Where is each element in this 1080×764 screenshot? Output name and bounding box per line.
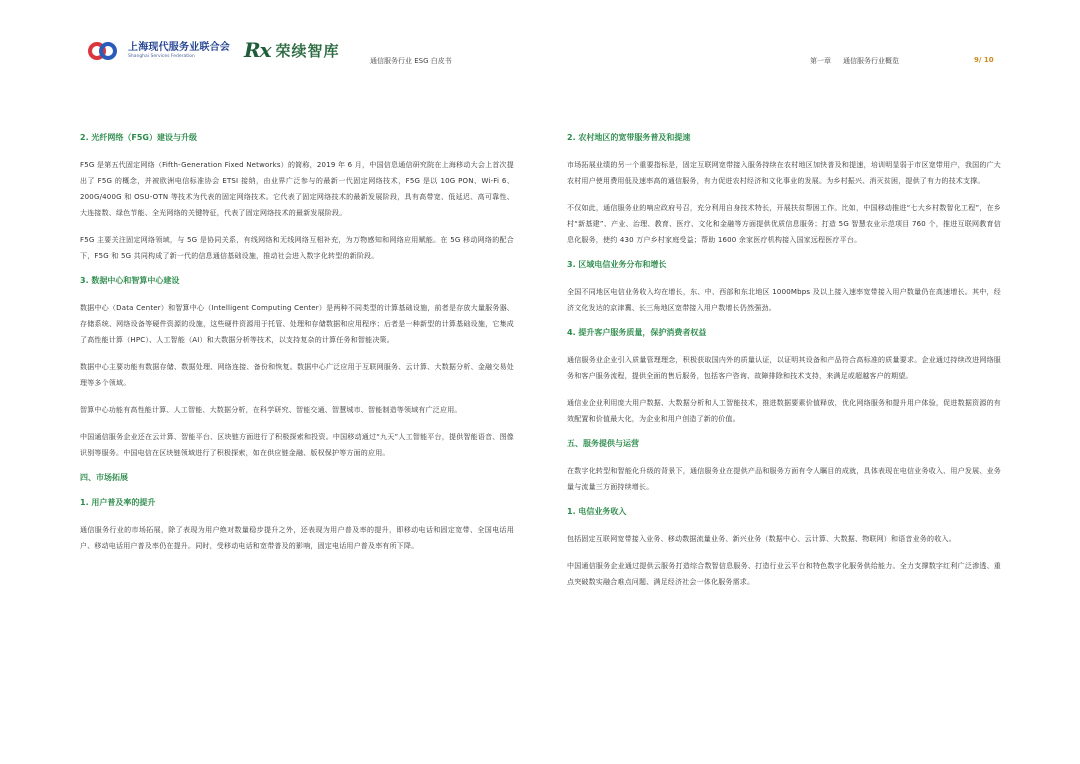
paragraph: 通信服务业企业引入质量管理理念，积极获取国内外的质量认证，以证明其设备和产品符合高标准的质量要求。企业通过持续改进网络服务和客户服务流程，提供全面的售后服务，包括客户咨询、故障排除和技术支持，来满足或超越客户的期望。 xyxy=(567,356,1001,380)
section-heading: 1. 用户普及率的提升 xyxy=(80,498,156,507)
right-column xyxy=(567,132,1001,601)
chapter-number: 第一章 xyxy=(810,57,831,65)
paragraph: 全国不同地区电信业务收入均在增长，东、中、西部和东北地区 1000Mbps 及以上接入速率宽带接入用户数量仍在高速增长。其中，经济文化发达的京津冀、长三角地区宽带接入用户数增长仍然强劲。 xyxy=(567,288,1001,312)
paragraph: F5G 主要关注固定网络领域，与 5G 是协同关系，有线网络和无线网络互相补充，为万物感知和网络应用赋能。在 5G 移动网络的配合下，F5G 和 5G 共同构成了新一代的信息通信基础设施，推动社会进入数字化转型的新阶段。 xyxy=(80,236,514,260)
paragraph: 数据中心主要功能有数据存储、数据处理、网络连接、备份和恢复。数据中心广泛应用于互联网服务、云计算、大数据分析、金融交易处理等多个领域。 xyxy=(80,363,514,387)
page-number: 9/ 10 xyxy=(974,56,994,64)
section-heading: 五、服务提供与运营 xyxy=(567,439,639,448)
rx-logo-mark: Rx xyxy=(244,38,271,62)
section-heading: 四、市场拓展 xyxy=(80,473,128,482)
paragraph: 中国通信服务企业通过提供云服务打造综合数智信息服务、打造行业云平台和特色数字化服务供给能力。全力支撑数字红利广泛渗透、重点突破数实融合难点问题、满足经济社会一体化服务需求。 xyxy=(567,562,1001,586)
paragraph: 通信服务行业的市场拓展，除了表现为用户绝对数量稳步提升之外，还表现为用户普及率的提升，即移动电话和固定宽带、全国电话用户、移动电话用户普及率仍在提升。同时，受移动电话和宽带普及的影响，固定电话用户普及率有所下降。 xyxy=(80,526,514,550)
section-heading: 1. 电信业务收入 xyxy=(567,507,627,516)
section-heading: 3. 数据中心和智算中心建设 xyxy=(80,276,180,285)
ssf-logo-cn: 上海现代服务业联合会 xyxy=(128,42,230,53)
left-column xyxy=(80,132,514,565)
ssf-logo-en: Shanghai Services Federation xyxy=(128,54,195,59)
chapter-label xyxy=(810,56,911,66)
paragraph: 智算中心功能有高性能计算、人工智能、大数据分析，在科学研究、智能交通、智慧城市、智能制造等领域有广泛应用。 xyxy=(80,406,462,414)
section-heading: 2. 农村地区的宽带服务普及和提速 xyxy=(567,133,691,142)
paragraph: 在数字化转型和智能化升级的背景下，通信服务业在提供产品和服务方面有令人瞩目的成就，具体表现在电信业务收入、用户发展、业务量与流量三方面持续增长。 xyxy=(567,467,1001,491)
paragraph: 中国通信服务企业还在云计算、智能平台、区块链方面进行了积极探索和投资。中国移动通过“九天”人工智能平台，提供智能语音、图像识别等服务。中国电信在区块链领域进行了积极探索，如在供应链金融、版权保护等方面的应用。 xyxy=(80,433,514,457)
paragraph: 数据中心（Data Center）和智算中心（Intelligent Computing Center）是两种不同类型的计算基础设施，前者是存放大量服务器、存储系统、网络设备等硬件资源的设施，这些硬件资源用于托管、处理和存储数据和应用程序；后者是一种新型的计算基础设施，它集成了高性能计算（HPC）、人工智能（AI）和大数据分析等技术，以支持复杂的计算任务和智能决策。 xyxy=(80,304,514,344)
chapter-title: 通信服务行业概览 xyxy=(843,57,899,65)
ssf-logo-icon xyxy=(88,40,124,62)
paragraph: 通信业企业利用庞大用户数据、大数据分析和人工智能技术，推进数据要素价值释放，优化网络服务和提升用户体验，促进数据资源的有效配置和价值最大化，为企业和用户创造了新的价值。 xyxy=(567,399,1001,423)
section-heading: 4. 提升客户服务质量，保护消费者权益 xyxy=(567,328,707,337)
page-header xyxy=(0,0,1080,80)
paragraph: 市场拓展业绩的另一个重要指标是，固定互联网宽带接入服务持续在农村地区加快普及和提速，培训明显弱于市区宽带用户，我国的广大农村用户使用费用低及速率高的通信服务，有力促进农村经济和文化事业的发展。为乡村振兴、消灭贫困，提供了有力的技术支撑。 xyxy=(567,161,1001,185)
paragraph: 不仅如此，通信服务业的响应政府号召，充分利用自身技术特长，开展扶贫帮困工作。比如，中国移动推进“七大乡村数智化工程”，在乡村“新基建”、产业、治理、教育、医疗、文化和金融等方面提供优质信息服务；打造 5G 智慧农业示范项目 760 个，推进互联网教育信息化服务，使约 430 万户乡村家庭受益；帮助 1600 余家医疗机构接入国家远程医疗平台。 xyxy=(567,204,1001,244)
document-title: 通信服务行业 ESG 白皮书 xyxy=(370,57,452,65)
ssf-logo xyxy=(88,40,230,62)
rx-logo xyxy=(244,38,340,62)
section-heading: 2. 光纤网络（F5G）建设与升级 xyxy=(80,133,197,142)
paragraph: F5G 是第五代固定网络（Fifth-Generation Fixed Networks）的简称，2019 年 6 月，中国信息通信研究院在上海移动大会上首次提出了 F5G 的概念，并被欧洲电信标准协会 ETSI 接纳，由业界广泛参与的最新一代固定网络技术，F5G 是以 10G PON、Wi-Fi 6、200G/400G 和 OSU-OTN 等技术为代表的固定网络技术。它代表了固定网络技术的最新发展阶段，具有高带宽、低延迟、高可靠性、大连接数、绿色节能、全光网络的关键特征，代表了固定网络技术的最新发展阶段。 xyxy=(80,161,514,217)
rx-logo-cn: 荣续智库 xyxy=(275,41,340,60)
section-heading: 3. 区域电信业务分布和增长 xyxy=(567,260,667,269)
paragraph: 包括固定互联网宽带接入业务、移动数据流量业务、新兴业务（数据中心、云计算、大数据、物联网）和语音业务的收入。 xyxy=(567,535,956,543)
